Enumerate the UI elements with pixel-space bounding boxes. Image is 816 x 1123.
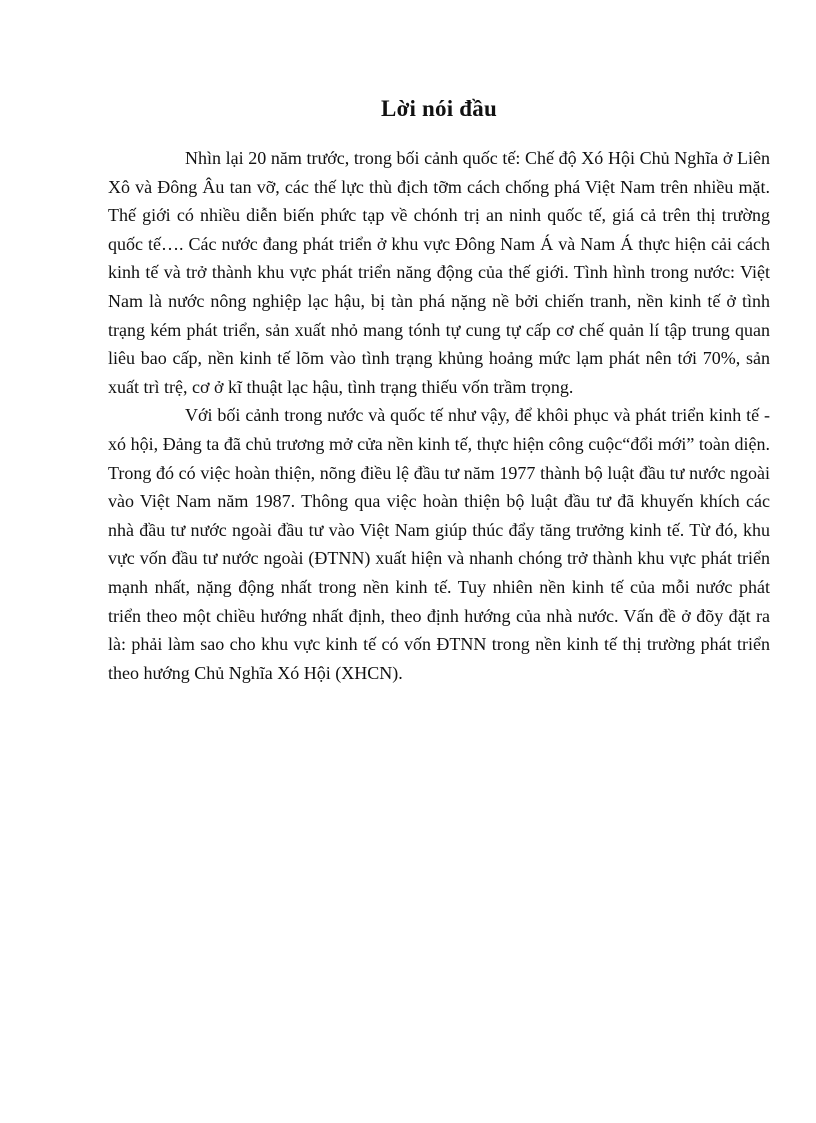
- paragraph-reform: Với bối cảnh trong nước và quốc tế như vậy, để khôi phục và phát triển kinh tế - xó hội, Đảng ta đã chủ trương mở cửa nền kinh tế, thực hiện công cuộc“đổi mới” toàn diện. Trong đó có việc hoàn thiện, nõng điều lệ đầu tư năm 1977 thành bộ luật đầu tư nước ngoài vào Việt Nam năm 1987. Thông qua việc hoàn thiện bộ luật đầu tư đã khuyến khích các nhà đầu tư nước ngoài đầu tư vào Việt Nam giúp thúc đẩy tăng trưởng kinh tế. Từ đó, khu vực vốn đầu tư nước ngoài (ĐTNN) xuất hiện và nhanh chóng trở thành khu vực phát triển mạnh nhất, nặng động nhất trong nền kinh tế. Tuy nhiên nền kinh tế của mỗi nước phát triển theo một chiều hướng nhất định, theo định hướng của nhà nước. Vấn đề ở đõy đặt ra là: phải làm sao cho khu vực kinh tế có vốn ĐTNN trong nền kinh tế thị trường phát triển theo hướng Chủ Nghĩa Xó Hội (XHCN).: [108, 405, 770, 683]
- document-page: [108, 96, 770, 687]
- paragraph-context: Nhìn lại 20 năm trước, trong bối cảnh quốc tế: Chế độ Xó Hội Chủ Nghĩa ở Liên Xô và Đông Âu tan vỡ, các thế lực thù địch tỡm cách chống phá Việt Nam trên nhiều mặt. Thế giới có nhiều diễn biến phức tạp về chónh trị an ninh quốc tế, giá cả trên thị trường quốc tế…. Các nước đang phát triển ở khu vực Đông Nam Á và Nam Á thực hiện cải cách kinh tế và trở thành khu vực phát triển năng động của thế giới. Tình hình trong nước: Việt Nam là nước nông nghiệp lạc hậu, bị tàn phá nặng nề bởi chiến tranh, nền kinh tế ở tình trạng kém phát triển, sản xuất nhỏ mang tónh tự cung tự cấp cơ chế quản lí tập trung quan liêu bao cấp, nền kinh tế lõm vào tình trạng khủng hoảng mức lạm phát nên tới 70%, sản xuất trì trệ, cơ ở kĩ thuật lạc hậu, tình trạng thiếu vốn trầm trọng.: [108, 148, 770, 397]
- page-title: Lời nói đầu: [381, 96, 497, 121]
